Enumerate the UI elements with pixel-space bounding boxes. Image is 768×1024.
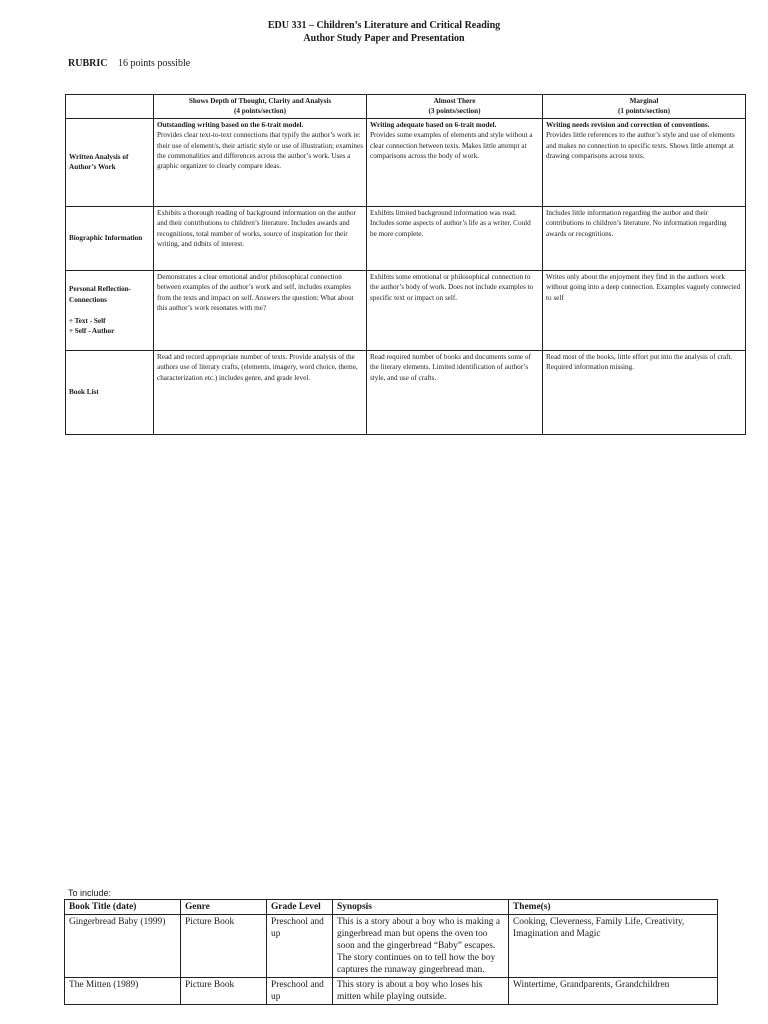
rubric-cell <box>154 118 367 206</box>
cell-text: Exhibits some emotional or philosophical connection to the author’s body of work. Does not include examples to specific text or impact on self. <box>370 272 534 302</box>
rubric-cell <box>367 350 543 434</box>
rubric-row <box>66 270 746 350</box>
cell-bold: Writing needs revision and correction of conventions. <box>546 120 710 129</box>
book-row <box>65 915 718 978</box>
book-row <box>65 978 718 1005</box>
rubric-header-cell <box>367 95 543 119</box>
book-cell: Picture Book <box>181 915 267 978</box>
row-label: Book List <box>66 350 154 434</box>
rubric-cell <box>367 270 543 350</box>
cell-text: Read required number of books and documents some of the literary elements. Limited identification of author’s style, and use of crafts. <box>370 352 531 382</box>
cell-text: Read and record appropriate number of texts. Provide analysis of the authors use of literary crafts, (elements, imagery, word choice, theme, characterization etc.) includes genre, and grade level. <box>157 352 358 382</box>
title-line-2: Author Study Paper and Presentation <box>303 33 465 44</box>
header-points: (4 points/section) <box>233 107 287 116</box>
book-cell: Cooking, Cleverness, Family Life, Creativity, Imagination and Magic <box>509 915 718 978</box>
rubric-header-cell <box>543 95 746 119</box>
book-header-cell: Book Title (date) <box>65 900 181 915</box>
rubric-header-cell <box>154 95 367 119</box>
book-cell: Preschool and up <box>267 915 333 978</box>
rubric-header-row <box>66 95 746 119</box>
book-header-cell: Theme(s) <box>509 900 718 915</box>
rubric-label: RUBRIC <box>68 58 108 69</box>
row-label-sub: ÷ Self - Author <box>69 326 115 335</box>
rubric-table <box>65 94 746 435</box>
points-possible: 16 points possible <box>117 58 191 69</box>
cell-bold: Writing adequate based on 6-trait model. <box>370 120 497 129</box>
rubric-row <box>66 206 746 270</box>
cell-text: Includes little information regarding the author and their contributions to children’s literature. No information regarding awards or recognitions. <box>546 208 727 238</box>
book-cell: Preschool and up <box>267 978 333 1005</box>
rubric-cell <box>154 350 367 434</box>
cell-text: Read most of the books, little effort put into the analysis of craft. Required information missing. <box>546 352 733 372</box>
rubric-header-empty <box>66 95 154 119</box>
header-points: (1 points/section) <box>617 107 671 116</box>
rubric-row <box>66 350 746 434</box>
rubric-cell <box>543 206 746 270</box>
book-header-cell: Grade Level <box>267 900 333 915</box>
row-label: Written Analysis of Author’s Work <box>66 118 154 206</box>
cell-bold: Outstanding writing based on the 6-trait model. <box>157 120 304 129</box>
rubric-heading <box>68 58 190 69</box>
rubric-cell <box>154 206 367 270</box>
row-label <box>66 270 154 350</box>
header-title: Marginal <box>629 97 659 105</box>
book-cell: This story is about a boy who loses his mitten while playing outside. <box>333 978 509 1005</box>
cell-text: Provides little references to the author’s style and use of elements and makes no connection to specific texts. Shows little attempt at drawing comparisons across texts. <box>546 131 735 161</box>
cell-text: Exhibits limited background information was read. Includes some aspects of author’s life as a writer. Could be more complete. <box>370 208 531 238</box>
book-cell: The Mitten (1989) <box>65 978 181 1005</box>
book-header-cell: Synopsis <box>333 900 509 915</box>
row-label-main: Personal Reflection-Connections <box>69 285 132 304</box>
book-header-row <box>65 900 718 915</box>
cell-text: Provides some examples of elements and style without a clear connection between texts. Makes little attempt at comparisons across the body of work. <box>370 131 533 161</box>
cell-text: Demonstrates a clear emotional and/or philosophical connection between examples of the author’s work and self, includes examples from the texts and impact on self. Answers the question: What about this author’s work resonates with me? <box>157 272 354 313</box>
rubric-cell <box>154 270 367 350</box>
rubric-cell <box>543 118 746 206</box>
book-header-cell: Genre <box>181 900 267 915</box>
book-cell: Gingerbread Baby (1999) <box>65 915 181 978</box>
header-title: Shows Depth of Thought, Clarity and Analysis <box>188 97 332 105</box>
row-label-sub: ÷ Text - Self <box>69 316 106 325</box>
rubric-cell <box>367 206 543 270</box>
rubric-row <box>66 118 746 206</box>
cell-text: Exhibits a thorough reading of background information on the author and their contributions to children’s literature. Includes awards and recognitions, total number of works, source of inspiration for their writing, and tidbits of interest. <box>157 208 357 249</box>
cell-text: Provides clear text-to-text connections that typify the author’s work ie: their use of element/s, their artistic style or use of illustration; examines the commonalities and differences across the author’s work. Uses a graphic organizer to clearly compare ideas. <box>157 131 363 171</box>
title-line-1: EDU 331 – Children’s Literature and Critical Reading <box>267 20 501 31</box>
header-points: (3 points/section) <box>428 107 481 116</box>
row-label: Biographic Information <box>66 206 154 270</box>
book-cell: Picture Book <box>181 978 267 1005</box>
rubric-cell <box>367 118 543 206</box>
rubric-cell <box>543 350 746 434</box>
book-cell: This is a story about a boy who is making a gingerbread man but opens the oven too soon and the gingerbread “Baby” escapes. The story continues on to tell how the boy captures the runaway gingerbread man. <box>333 915 509 978</box>
header-title: Almost There <box>433 97 476 105</box>
to-include-label: To include: <box>68 888 112 898</box>
book-list-table <box>64 899 718 1005</box>
rubric-cell <box>543 270 746 350</box>
cell-text: Writes only about the enjoyment they find in the authors work without going into a deep connection. Examples vaguely connected to self <box>546 272 741 302</box>
book-cell: Wintertime, Grandparents, Grandchildren <box>509 978 718 1005</box>
document-title <box>0 19 768 45</box>
